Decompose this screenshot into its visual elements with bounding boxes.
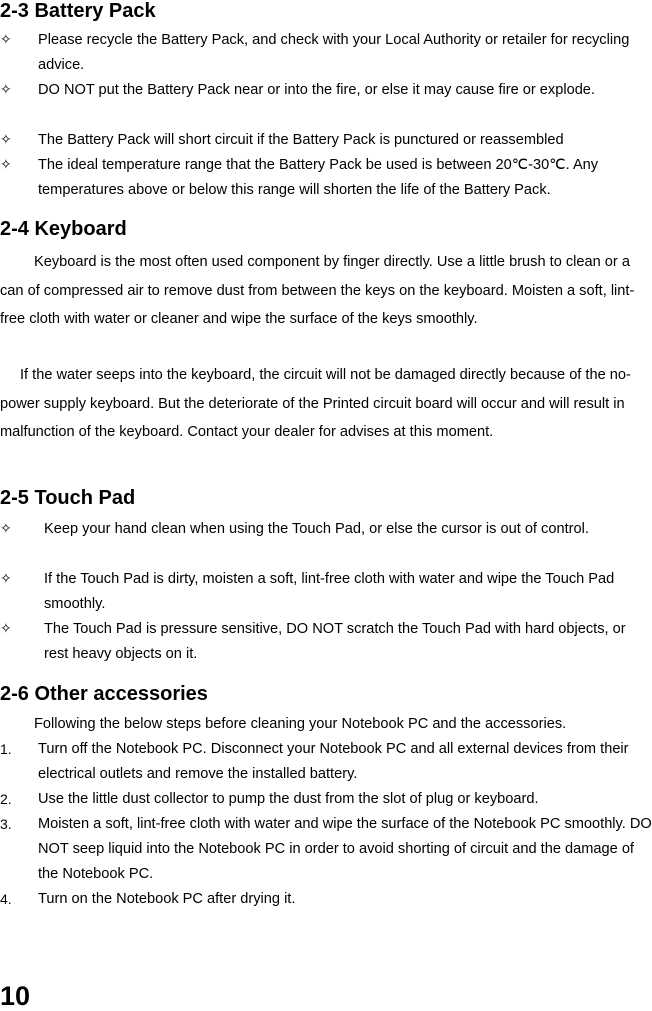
list-item-text: Turn on the Notebook PC after drying it. bbox=[38, 891, 296, 907]
bullet-diamond-icon: ✧ bbox=[0, 621, 12, 637]
step-number: 3. bbox=[0, 816, 12, 832]
bullet-diamond-icon: ✧ bbox=[0, 521, 12, 537]
list-item-text: DO NOT put the Battery Pack near or into the fire, or else it may cause fire or explode. bbox=[38, 82, 595, 98]
step-number: 1. bbox=[0, 741, 12, 757]
step-number: 4. bbox=[0, 891, 12, 907]
list-item-step-1 bbox=[0, 737, 652, 787]
list-item-battery-4 bbox=[0, 153, 652, 203]
list-item-text: Please recycle the Battery Pack, and check with your Local Authority or retailer for recycling advice. bbox=[38, 32, 630, 73]
list-item-touchpad-1 bbox=[0, 517, 652, 542]
list-item-step-4 bbox=[0, 887, 652, 912]
bullet-diamond-icon: ✧ bbox=[0, 571, 12, 587]
list-item-battery-2 bbox=[0, 78, 652, 103]
bullet-diamond-icon: ✧ bbox=[0, 82, 12, 98]
list-item-text: The ideal temperature range that the Battery Pack be used is between 20℃-30℃. Any temperatures above or below this range will shorten the life of the Battery Pack. bbox=[38, 157, 599, 198]
list-item-text: Keep your hand clean when using the Touch Pad, or else the cursor is out of control. bbox=[44, 521, 589, 537]
heading-keyboard: 2-4 Keyboard bbox=[0, 218, 127, 240]
paragraph-other-intro: Following the below steps before cleaning your Notebook PC and the accessories. bbox=[34, 716, 567, 732]
heading-touch-pad: 2-5 Touch Pad bbox=[0, 487, 136, 509]
heading-other-accessories: 2-6 Other accessories bbox=[0, 683, 208, 705]
bullet-diamond-icon: ✧ bbox=[0, 157, 12, 173]
paragraph-keyboard-2: If the water seeps into the keyboard, the circuit will not be damaged directly because of the no-power supply keyboard. But the deteriorate of the Printed circuit board will occur and will result in malfunction of the keyboard. Contact your dealer for advises at this moment. bbox=[0, 367, 631, 440]
bullet-diamond-icon: ✧ bbox=[0, 132, 12, 148]
list-item-text: If the Touch Pad is dirty, moisten a soft, lint-free cloth with water and wipe the Touch Pad smoothly. bbox=[44, 571, 615, 612]
list-item-touchpad-2 bbox=[0, 567, 652, 617]
list-item-text: The Battery Pack will short circuit if the Battery Pack is punctured or reassembled bbox=[38, 132, 564, 148]
bullet-diamond-icon: ✧ bbox=[0, 32, 12, 48]
list-item-battery-3 bbox=[0, 128, 652, 153]
list-item-text: Turn off the Notebook PC. Disconnect your Notebook PC and all external devices from their electrical outlets and remove the installed battery. bbox=[38, 741, 629, 782]
step-number: 2. bbox=[0, 791, 12, 807]
heading-battery-pack: 2-3 Battery Pack bbox=[0, 0, 156, 22]
list-item-step-3 bbox=[0, 812, 652, 887]
list-item-text: Moisten a soft, lint-free cloth with water and wipe the surface of the Notebook PC smoothly. DO NOT seep liquid into the Notebook PC in order to avoid shorting of circuit and the damage of the Notebook PC. bbox=[38, 816, 652, 882]
list-item-text: Use the little dust collector to pump the dust from the slot of plug or keyboard. bbox=[38, 791, 539, 807]
list-item-battery-1 bbox=[0, 28, 652, 78]
list-item-touchpad-3 bbox=[0, 617, 652, 667]
page-number: 10 bbox=[0, 981, 31, 1011]
list-item-text: The Touch Pad is pressure sensitive, DO NOT scratch the Touch Pad with hard objects, or rest heavy objects on it. bbox=[44, 621, 626, 662]
list-item-step-2 bbox=[0, 787, 652, 812]
paragraph-keyboard-1: Keyboard is the most often used component by finger directly. Use a little brush to clean or a can of compressed air to remove dust from between the keys on the keyboard. Moisten a soft, lint-free cloth with water or cleaner and wipe the surface of the keys smoothly. bbox=[0, 254, 635, 327]
